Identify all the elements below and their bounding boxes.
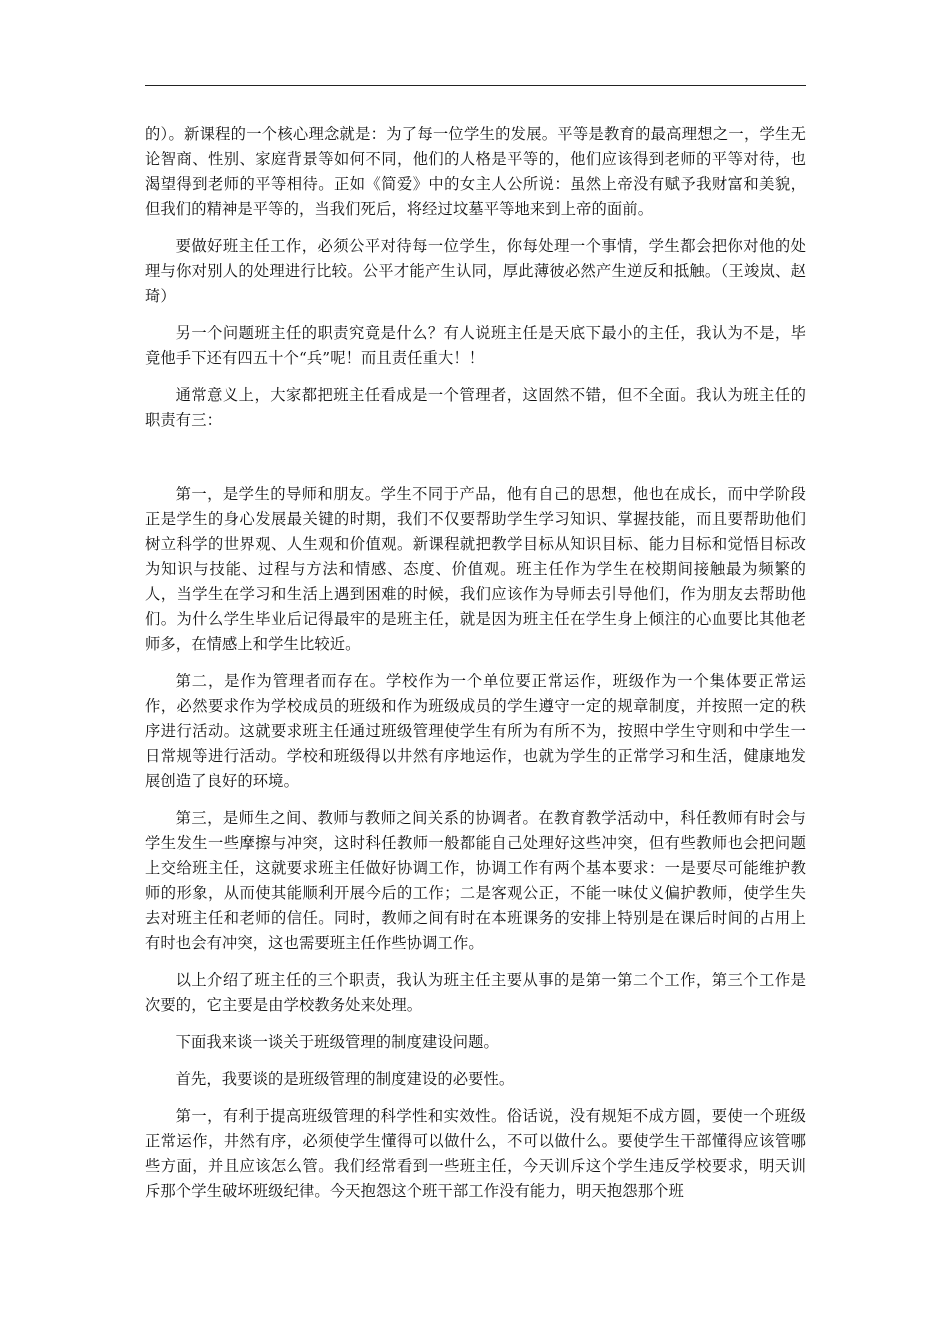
blank-line bbox=[145, 445, 806, 482]
paragraph-11: 第一，有利于提高班级管理的科学性和实效性。俗话说，没有规矩不成方圆，要使一个班级正常运作，井然有序，必须使学生懂得可以做什么，不可以做什么。要使学生干部懂得应该管哪些方面，并且应该怎么管。我们经常看到一些班主任，今天训斥这个学生违反学校要求，明天训斥那个学生破坏班级纪律。今天抱怨这个班干部工作没有能力，明天抱怨那个班 bbox=[145, 1107, 806, 1200]
paragraph-8: 以上介绍了班主任的三个职责，我认为班主任主要从事的是第一第二个工作，第三个工作是次要的，它主要是由学校教务处来处理。 bbox=[145, 971, 806, 1014]
paragraph-7: 第三，是师生之间、教师与教师之间关系的协调者。在教育教学活动中，科任教师有时会与学生发生一些摩擦与冲突，这时科任教师一般都能自己处理好这些冲突，但有些教师也会把问题上交给班主任，这就要求班主任做好协调工作，协调工作有两个基本要求：一是要尽可能维护教师的形象，从而使其能顺利开展今后的工作；二是客观公正，不能一味仗义偏护教师，使学生失去对班主任和老师的信任。同时，教师之间有时在本班课务的安排上特别是在课后时间的占用上有时也会有冲突，这也需要班主任作些协调工作。 bbox=[145, 809, 806, 952]
paragraph-2: 要做好班主任工作，必须公平对待每一位学生，你每处理一个事情，学生都会把你对他的处理与你对别人的处理进行比较。公平才能产生认同，厚此薄彼必然产生逆反和抵触。（王竣岚、赵琦） bbox=[145, 237, 806, 305]
document-body bbox=[145, 122, 806, 1216]
paragraph-9: 下面我来谈一谈关于班级管理的制度建设问题。 bbox=[175, 1033, 499, 1051]
paragraph-3: 另一个问题班主任的职责究竟是什么？有人说班主任是天底下最小的主任，我认为不是，毕竟他手下还有四五十个“兵”呢！而且责任重大！！ bbox=[145, 324, 806, 367]
paragraph-5: 第一，是学生的导师和朋友。学生不同于产品，他有自己的思想，他也在成长，而中学阶段正是学生的身心发展最关键的时期，我们不仅要帮助学生学习知识、掌握技能，而且要帮助他们树立科学的世界观、人生观和价值观。新课程就把教学目标从知识目标、能力目标和觉悟目标改为知识与技能、过程与方法和情感、态度、价值观。班主任作为学生在校期间接触最为频繁的人，当学生在学习和生活上遇到困难的时候，我们应该作为导师去引导他们，作为朋友去帮助他们。为什么学生毕业后记得最牢的是班主任，就是因为班主任在学生身上倾注的心血要比其他老师多，在情感上和学生比较近。 bbox=[145, 485, 806, 653]
paragraph-6: 第二，是作为管理者而存在。学校作为一个单位要正常运作，班级作为一个集体要正常运作，必然要求作为学校成员的班级和作为班级成员的学生遵守一定的规章制度，并按照一定的秩序进行活动。这就要求班主任通过班级管理使学生有所为有所不为，按照中学生守则和中学生一日常规等进行活动。学校和班级得以井然有序地运作，也就为学生的正常学习和生活，健康地发展创造了良好的环境。 bbox=[145, 672, 806, 790]
paragraph-1: 的）。新课程的一个核心理念就是：为了每一位学生的发展。平等是教育的最高理想之一，学生无论智商、性别、家庭背景等如何不同，他们的人格是平等的，他们应该得到老师的平等对待，也渴望得到老师的平等相待。正如《简爱》中的女主人公所说：虽然上帝没有赋予我财富和美貌，但我们的精神是平等的，当我们死后，将经过坟墓平等地来到上帝的面前。 bbox=[145, 125, 806, 218]
paragraph-4: 通常意义上，大家都把班主任看成是一个管理者，这固然不错，但不全面。我认为班主任的职责有三： bbox=[145, 386, 806, 429]
header-rule bbox=[145, 85, 806, 86]
paragraph-10: 首先，我要谈的是班级管理的制度建设的必要性。 bbox=[175, 1070, 515, 1088]
